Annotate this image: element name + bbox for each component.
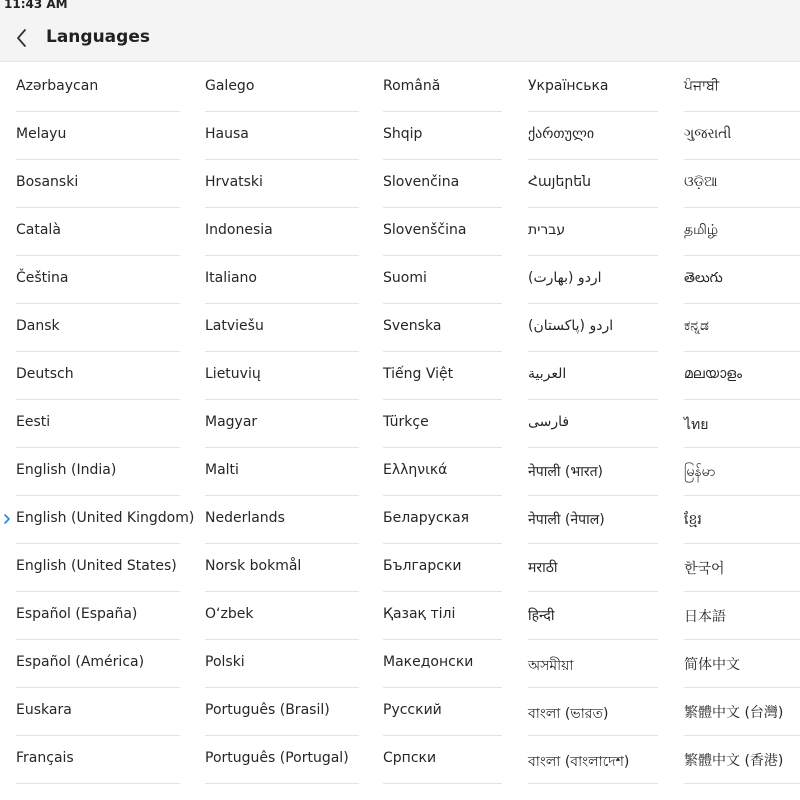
language-label: ਪੰਜਾਬੀ: [684, 78, 720, 94]
language-label: Македонски: [383, 654, 474, 670]
language-item[interactable]: [16, 400, 180, 448]
language-label: ქართული: [528, 126, 595, 142]
language-item[interactable]: [684, 640, 800, 688]
language-item[interactable]: [383, 448, 502, 496]
language-item[interactable]: [16, 688, 180, 736]
language-item[interactable]: [16, 64, 180, 112]
language-item[interactable]: [684, 304, 800, 352]
language-label: اردو (پاکستان): [528, 318, 614, 334]
language-item[interactable]: [528, 544, 658, 592]
language-item[interactable]: [205, 256, 359, 304]
language-item[interactable]: [528, 160, 658, 208]
language-item[interactable]: [528, 400, 658, 448]
language-label: Azərbaycan: [16, 78, 99, 94]
language-item[interactable]: [528, 592, 658, 640]
language-item[interactable]: [16, 256, 180, 304]
language-label: Español (América): [16, 654, 145, 670]
language-label: 繁體中文 (台灣): [684, 705, 784, 721]
language-label: Indonesia: [205, 222, 273, 238]
language-item[interactable]: [528, 208, 658, 256]
language-label: Euskara: [16, 702, 72, 718]
language-item[interactable]: [528, 64, 658, 112]
language-item[interactable]: [383, 304, 502, 352]
chevron-left-icon: [10, 26, 34, 50]
language-item[interactable]: [684, 208, 800, 256]
language-label: Tiếng Việt: [383, 366, 454, 382]
language-label: Français: [16, 750, 74, 766]
language-label: Bosanski: [16, 174, 79, 190]
language-label: Eesti: [16, 414, 51, 430]
language-label: Melayu: [16, 126, 67, 142]
language-label: Hrvatski: [205, 174, 263, 190]
language-item[interactable]: [205, 496, 359, 544]
language-item[interactable]: [684, 112, 800, 160]
language-item[interactable]: [528, 736, 658, 784]
language-item[interactable]: [205, 688, 359, 736]
language-label: Қазақ тілі: [383, 606, 456, 622]
language-label: Português (Brasil): [205, 702, 330, 718]
language-label: 繁體中文 (香港): [684, 753, 784, 769]
language-label: ଓଡ଼ିଆ: [684, 174, 718, 190]
language-item[interactable]: [16, 304, 180, 352]
language-label: עברית: [528, 222, 566, 238]
language-item[interactable]: [205, 736, 359, 784]
language-label: English (United Kingdom): [16, 510, 195, 526]
language-item[interactable]: [684, 64, 800, 112]
language-item[interactable]: [528, 448, 658, 496]
language-item[interactable]: [684, 544, 800, 592]
language-label: ខ្មែរ: [684, 512, 702, 528]
language-item[interactable]: [205, 544, 359, 592]
page-title: Languages: [46, 27, 150, 47]
language-label: ગુજરાતી: [684, 126, 732, 142]
language-label: O‘zbek: [205, 606, 254, 622]
language-label: हिन्दी: [528, 608, 555, 624]
language-label: Italiano: [205, 270, 257, 286]
language-label: ไทย: [684, 417, 709, 433]
language-item[interactable]: [383, 544, 502, 592]
language-label: Українська: [528, 78, 609, 94]
language-label: Română: [383, 78, 441, 94]
language-item[interactable]: [205, 160, 359, 208]
language-item[interactable]: [16, 544, 180, 592]
language-item[interactable]: [16, 160, 180, 208]
language-label: العربية: [528, 366, 567, 382]
language-label: Dansk: [16, 318, 60, 334]
language-item[interactable]: [205, 592, 359, 640]
language-label: Беларуская: [383, 510, 470, 526]
language-item[interactable]: [205, 64, 359, 112]
language-label: Deutsch: [16, 366, 74, 382]
language-column: [383, 64, 502, 784]
language-item[interactable]: [16, 592, 180, 640]
language-item[interactable]: [383, 640, 502, 688]
language-item[interactable]: [684, 592, 800, 640]
language-label: Lietuvių: [205, 366, 261, 382]
language-label: ಕನ್ನಡ: [684, 318, 709, 334]
language-label: Malti: [205, 462, 239, 478]
language-item[interactable]: [383, 64, 502, 112]
language-item[interactable]: [16, 208, 180, 256]
language-label: မြန်မာ: [684, 464, 716, 480]
language-label: मराठी: [528, 560, 558, 576]
status-bar: [0, 0, 800, 14]
language-label: Svenska: [383, 318, 442, 334]
language-item[interactable]: [383, 256, 502, 304]
language-label: অসমীয়া: [528, 658, 574, 674]
header-divider: [0, 61, 800, 62]
language-label: Català: [16, 222, 61, 238]
language-label: Русский: [383, 702, 442, 718]
language-label: Galego: [205, 78, 255, 94]
language-item[interactable]: [16, 496, 195, 544]
language-item[interactable]: [684, 160, 800, 208]
language-item[interactable]: [383, 208, 502, 256]
language-label: नेपाली (नेपाल): [528, 512, 605, 528]
language-item[interactable]: [383, 400, 502, 448]
language-label: Shqip: [383, 126, 423, 142]
language-item[interactable]: [528, 640, 658, 688]
language-label: 한국어: [684, 561, 725, 577]
language-label: Magyar: [205, 414, 258, 430]
language-item[interactable]: [684, 448, 800, 496]
language-label: Suomi: [383, 270, 427, 286]
language-column: [205, 64, 359, 784]
language-label: বাংলা (বাংলাদেশ): [528, 754, 630, 770]
language-label: English (India): [16, 462, 117, 478]
language-label: Slovenščina: [383, 222, 467, 238]
language-item[interactable]: [205, 352, 359, 400]
language-label: فارسی: [528, 414, 570, 430]
language-item[interactable]: [383, 736, 502, 784]
language-item[interactable]: [528, 112, 658, 160]
language-item[interactable]: [16, 352, 180, 400]
language-item[interactable]: [528, 304, 658, 352]
language-label: Türkçe: [383, 414, 429, 430]
language-label: 日本語: [684, 609, 726, 625]
language-item[interactable]: [684, 736, 800, 784]
language-item[interactable]: [16, 640, 180, 688]
language-label: বাংলা (ভারত): [528, 706, 609, 722]
language-label: اردو (بھارت): [528, 270, 602, 286]
language-label: Latviešu: [205, 318, 264, 334]
language-grid: [0, 64, 800, 800]
language-item[interactable]: [383, 112, 502, 160]
language-label: తెలుగు: [684, 270, 723, 286]
language-item[interactable]: [684, 400, 800, 448]
language-item[interactable]: [205, 640, 359, 688]
language-label: नेपाली (भारत): [528, 464, 604, 480]
language-item[interactable]: [205, 208, 359, 256]
language-item[interactable]: [684, 688, 800, 736]
language-label: Español (España): [16, 606, 138, 622]
language-item[interactable]: [205, 448, 359, 496]
back-button[interactable]: [10, 26, 34, 50]
language-item[interactable]: [383, 160, 502, 208]
language-label: Հայերեն: [528, 174, 591, 190]
language-item[interactable]: [528, 496, 658, 544]
language-label: 简体中文: [684, 657, 740, 673]
language-item[interactable]: [205, 304, 359, 352]
language-label: தமிழ்: [684, 222, 719, 238]
language-label: Slovenčina: [383, 174, 460, 190]
language-item[interactable]: [528, 688, 658, 736]
language-item[interactable]: [684, 256, 800, 304]
language-label: മലയാളം: [684, 366, 743, 382]
language-item[interactable]: [528, 256, 658, 304]
language-column: [528, 64, 658, 784]
language-item[interactable]: [16, 448, 180, 496]
language-column: [684, 64, 800, 784]
language-label: Српски: [383, 750, 437, 766]
language-label: Български: [383, 558, 462, 574]
language-item[interactable]: [383, 352, 502, 400]
language-item[interactable]: [205, 112, 359, 160]
language-item[interactable]: [16, 736, 180, 784]
app-header: [0, 14, 800, 62]
language-item[interactable]: [684, 352, 800, 400]
language-label: Ελληνικά: [383, 462, 448, 478]
language-label: Nederlands: [205, 510, 285, 526]
language-label: Polski: [205, 654, 245, 670]
language-item[interactable]: [383, 592, 502, 640]
status-time: 11:43 AM: [4, 0, 68, 11]
language-label: Čeština: [16, 270, 69, 286]
language-label: Português (Portugal): [205, 750, 349, 766]
language-item[interactable]: [16, 112, 180, 160]
language-item[interactable]: [684, 496, 800, 544]
language-item[interactable]: [383, 496, 502, 544]
current-language-chevron-icon: [2, 513, 12, 525]
language-label: Hausa: [205, 126, 249, 142]
language-item[interactable]: [205, 400, 359, 448]
language-column: [16, 64, 195, 784]
language-item[interactable]: [528, 352, 658, 400]
language-item[interactable]: [383, 688, 502, 736]
language-label: Norsk bokmål: [205, 558, 302, 574]
language-label: English (United States): [16, 558, 177, 574]
